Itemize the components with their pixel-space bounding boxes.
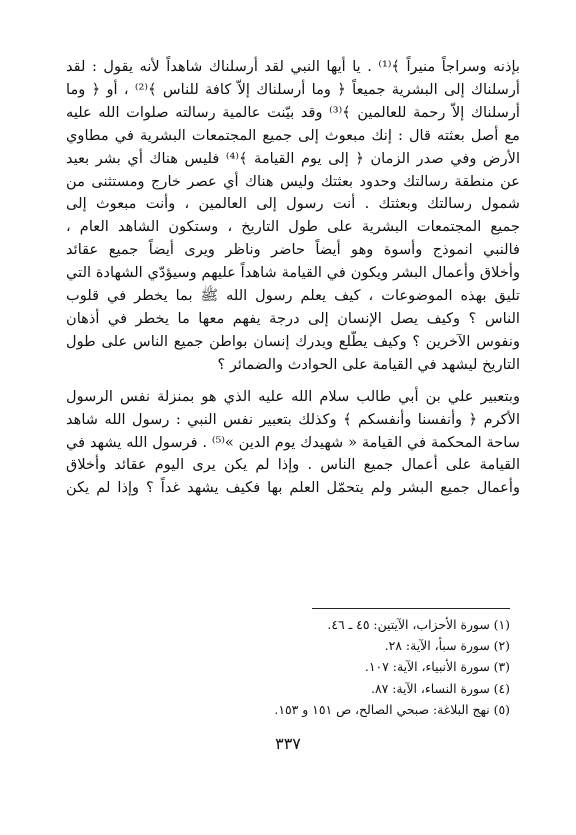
text-line: تليق بهذه الموضوعات ، كيف يعلم رسول الله ﷺ بما يخطر في قلوب bbox=[66, 287, 520, 305]
text-line: وأخلاق وأعمال البشر ويكون في القيامة شاهداً عليهم وسيؤدّي الشهادة التي bbox=[66, 264, 520, 282]
footnotes bbox=[56, 614, 510, 720]
footnote: (٤) سورة النساء، الآية: ٨٧. bbox=[371, 680, 510, 696]
text-line: شمول رسالتك وبعثتك . أنت رسول إلى العالمين ، وأنت مبعوث إلى bbox=[66, 195, 520, 213]
footnote: (٢) سورة سبأ، الآية: ٢٨. bbox=[384, 638, 510, 654]
text-line: عن منطقة رسالتك وحدود بعثتك وليس هناك أي عصر خارج ومستثنى من bbox=[66, 172, 520, 190]
footnote: (٥) نهج البلاغة: صبحي الصالح، ص ١٥١ و ١٥٣. bbox=[274, 701, 510, 717]
text-line: وبتعبير علي بن أبي طالب سلام الله عليه الذي هو بمنزلة نفس الرسول bbox=[66, 387, 520, 405]
text-line: بإذنه وسراجاً منيراً ﴾⁽¹⁾ . يا أيها النبي لقد أرسلناك شاهداً لأنه يقول : لقد bbox=[66, 58, 520, 75]
footnote-divider bbox=[312, 608, 510, 609]
text-line: وأعمال جميع البشر ولم يتحمّل العلم بها فكيف يشهد غداً ؟ وإذا لم يكن bbox=[66, 479, 520, 497]
text-line: الأرض وفي صدر الزمان ﴿ إلى يوم القيامة ﴾⁽⁴⁾ فليس هناك أي بشر بعيد bbox=[66, 149, 520, 167]
text-line: القيامة على أعمال جميع الناس . وإذا لم يكن يرى اليوم عقائد وأخلاق bbox=[66, 456, 520, 474]
footnote: (٣) سورة الأنبياء، الآية: ١٠٧. bbox=[364, 659, 510, 675]
text-line: الأكرم ﴿ وأنفسنا وأنفسكم ﴾ وكذلك بتعبير نفس النبي : رسول الله شاهد bbox=[66, 410, 520, 428]
text-line: ساحة المحكمة في القيامة « شهيدك يوم الدين »⁽⁵⁾ . فرسول الله يشهد في bbox=[66, 433, 520, 451]
text-line: ونفوس الآخرين ؟ وكيف يطّلع ويدرك إنسان بواطن جميع الناس على طول bbox=[66, 332, 520, 350]
text-line: أرسلناك إلى البشرية جميعاً ﴿ وما أرسلناك إلاّ كافة للناس ﴾⁽²⁾ ، أو ﴿ وما bbox=[66, 80, 520, 98]
text-line: فالنبي انموذج وأسوة وهو أيضاً حاضر وناظر ويرى أيضاً جميع عقائد bbox=[66, 241, 520, 259]
text-line: مع أصل بعثته قال : إنك مبعوث إلى جميع المجتمعات البشرية في مطاوي bbox=[66, 126, 520, 144]
text-line: التاريخ ليشهد في القيامة على الحوادث والضمائر ؟ bbox=[217, 355, 520, 373]
body-text bbox=[66, 56, 520, 500]
page-number: ٣٣٧ bbox=[275, 734, 301, 753]
text-line: الناس ؟ وكيف يصل الإنسان إلى درجة يفهم معها ما يخطر في أذهان bbox=[66, 309, 520, 327]
paragraph-2 bbox=[66, 386, 520, 501]
text-line: جميع المجتمعات البشرية على طول التاريخ ، وستكون الشاهد العام ، bbox=[66, 218, 520, 236]
footnote: (١) سورة الأحزاب، الآيتين: ٤٥ ـ ٤٦. bbox=[327, 617, 510, 632]
text-line: أرسلناك إلاّ رحمة للعالمين ﴾⁽³⁾ وقد بيّنت عالمية رسالته صلوات الله عليه bbox=[66, 103, 520, 121]
paragraph-1 bbox=[66, 56, 520, 377]
